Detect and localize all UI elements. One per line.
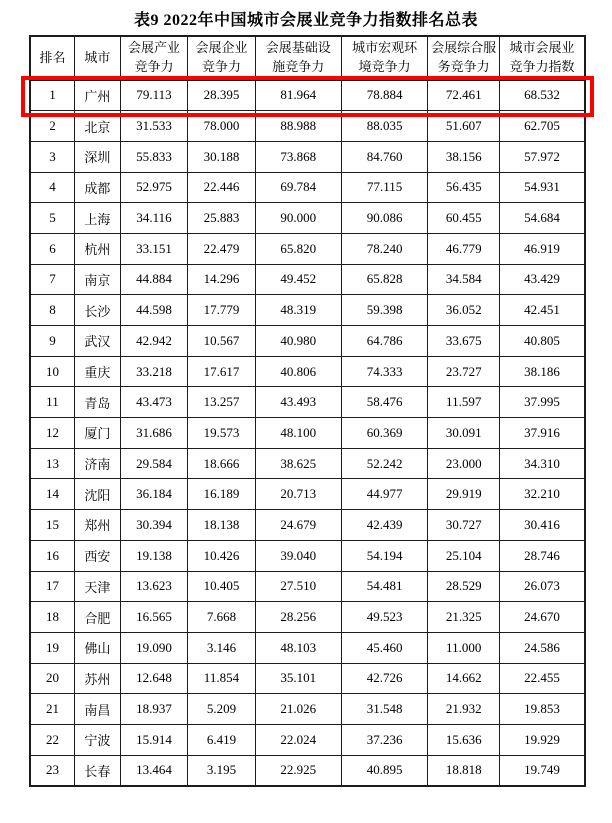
value-cell: 16.565 [120,602,187,633]
value-cell: 13.257 [188,387,256,418]
rank-cell: 10 [30,356,74,387]
city-cell: 杭州 [74,233,120,264]
index-cell: 62.705 [499,111,585,142]
value-cell: 27.510 [255,571,341,602]
value-cell: 42.726 [341,663,428,694]
value-cell: 10.567 [188,326,256,357]
value-cell: 28.529 [428,571,500,602]
value-cell: 90.086 [341,203,428,234]
table-row [30,724,585,755]
index-cell: 68.532 [499,80,585,111]
column-header-4: 会展基础设 施竞争力 [255,36,341,80]
value-cell: 46.779 [428,233,500,264]
value-cell: 21.026 [255,694,341,725]
value-cell: 88.988 [255,111,341,142]
table-row [30,264,585,295]
value-cell: 34.584 [428,264,500,295]
value-cell: 72.461 [428,80,500,111]
value-cell: 77.115 [341,172,428,203]
value-cell: 18.937 [120,694,187,725]
value-cell: 20.713 [255,479,341,510]
table-row [30,571,585,602]
value-cell: 52.975 [120,172,187,203]
value-cell: 65.820 [255,233,341,264]
rank-cell: 5 [30,203,74,234]
value-cell: 5.209 [188,694,256,725]
index-cell: 19.929 [499,724,585,755]
rank-cell: 20 [30,663,74,694]
table-row [30,141,585,172]
table-row [30,326,585,357]
city-cell: 西安 [74,540,120,571]
value-cell: 16.189 [188,479,256,510]
value-cell: 30.091 [428,418,500,449]
value-cell: 3.195 [188,755,256,786]
value-cell: 29.584 [120,448,187,479]
value-cell: 84.760 [341,141,428,172]
value-cell: 15.636 [428,724,500,755]
value-cell: 11.854 [188,663,256,694]
value-cell: 42.439 [341,510,428,541]
value-cell: 55.833 [120,141,187,172]
index-cell: 22.455 [499,663,585,694]
city-cell: 长沙 [74,295,120,326]
rank-cell: 8 [30,295,74,326]
value-cell: 22.446 [188,172,256,203]
table-row [30,755,585,786]
rank-cell: 15 [30,510,74,541]
city-cell: 南昌 [74,694,120,725]
index-cell: 28.746 [499,540,585,571]
column-header-5: 城市宏观环 境竞争力 [341,36,428,80]
value-cell: 7.668 [188,602,256,633]
city-cell: 苏州 [74,663,120,694]
column-header-6: 会展综合服 务竞争力 [428,36,500,80]
rank-cell: 3 [30,141,74,172]
value-cell: 31.533 [120,111,187,142]
index-cell: 54.684 [499,203,585,234]
index-cell: 34.310 [499,448,585,479]
table-row [30,356,585,387]
city-cell: 郑州 [74,510,120,541]
value-cell: 43.473 [120,387,187,418]
value-cell: 36.052 [428,295,500,326]
value-cell: 81.964 [255,80,341,111]
index-cell: 43.429 [499,264,585,295]
value-cell: 18.666 [188,448,256,479]
value-cell: 15.914 [120,724,187,755]
index-cell: 38.186 [499,356,585,387]
value-cell: 12.648 [120,663,187,694]
value-cell: 13.464 [120,755,187,786]
value-cell: 40.806 [255,356,341,387]
value-cell: 28.395 [188,80,256,111]
rank-cell: 23 [30,755,74,786]
value-cell: 23.000 [428,448,500,479]
value-cell: 40.895 [341,755,428,786]
value-cell: 44.884 [120,264,187,295]
value-cell: 78.000 [188,111,256,142]
value-cell: 23.727 [428,356,500,387]
value-cell: 34.116 [120,203,187,234]
value-cell: 37.236 [341,724,428,755]
table-row [30,602,585,633]
rank-cell: 11 [30,387,74,418]
value-cell: 39.040 [255,540,341,571]
index-cell: 42.451 [499,295,585,326]
table-row [30,632,585,663]
city-cell: 佛山 [74,632,120,663]
city-cell: 南京 [74,264,120,295]
city-cell: 宁波 [74,724,120,755]
value-cell: 48.319 [255,295,341,326]
value-cell: 19.573 [188,418,256,449]
index-cell: 57.972 [499,141,585,172]
rank-cell: 2 [30,111,74,142]
city-cell: 武汉 [74,326,120,357]
value-cell: 22.024 [255,724,341,755]
value-cell: 29.919 [428,479,500,510]
value-cell: 49.452 [255,264,341,295]
city-cell: 重庆 [74,356,120,387]
table-row [30,510,585,541]
table-row [30,479,585,510]
value-cell: 13.623 [120,571,187,602]
value-cell: 30.727 [428,510,500,541]
city-cell: 沈阳 [74,479,120,510]
value-cell: 18.818 [428,755,500,786]
value-cell: 51.607 [428,111,500,142]
value-cell: 42.942 [120,326,187,357]
ranking-table [29,35,586,787]
value-cell: 44.598 [120,295,187,326]
index-cell: 30.416 [499,510,585,541]
rank-cell: 21 [30,694,74,725]
value-cell: 6.419 [188,724,256,755]
city-cell: 北京 [74,111,120,142]
value-cell: 19.090 [120,632,187,663]
value-cell: 35.101 [255,663,341,694]
column-header-2: 会展产业 竞争力 [120,36,187,80]
column-header-3: 会展企业 竞争力 [188,36,256,80]
header-row [30,36,585,80]
value-cell: 14.296 [188,264,256,295]
value-cell: 60.369 [341,418,428,449]
table-row [30,694,585,725]
value-cell: 73.868 [255,141,341,172]
value-cell: 17.617 [188,356,256,387]
value-cell: 31.548 [341,694,428,725]
rank-cell: 13 [30,448,74,479]
table-row-highlighted [30,80,585,111]
index-cell: 24.586 [499,632,585,663]
column-header-7: 城市会展业 竞争力指数 [499,36,585,80]
value-cell: 78.884 [341,80,428,111]
value-cell: 48.100 [255,418,341,449]
city-cell: 成都 [74,172,120,203]
value-cell: 30.188 [188,141,256,172]
value-cell: 22.925 [255,755,341,786]
index-cell: 37.916 [499,418,585,449]
table-row [30,172,585,203]
value-cell: 79.113 [120,80,187,111]
rank-cell: 9 [30,326,74,357]
value-cell: 10.426 [188,540,256,571]
value-cell: 25.104 [428,540,500,571]
value-cell: 10.405 [188,571,256,602]
table-title: 表9 2022年中国城市会展业竞争力指数排名总表 [133,12,478,29]
value-cell: 60.455 [428,203,500,234]
value-cell: 64.786 [341,326,428,357]
value-cell: 21.325 [428,602,500,633]
rank-cell: 4 [30,172,74,203]
value-cell: 43.493 [255,387,341,418]
rank-cell: 12 [30,418,74,449]
table-row [30,448,585,479]
rank-cell: 7 [30,264,74,295]
index-cell: 40.805 [499,326,585,357]
value-cell: 11.597 [428,387,500,418]
table-row [30,418,585,449]
value-cell: 21.932 [428,694,500,725]
value-cell: 69.784 [255,172,341,203]
value-cell: 19.138 [120,540,187,571]
value-cell: 22.479 [188,233,256,264]
city-cell: 厦门 [74,418,120,449]
table-row [30,111,585,142]
value-cell: 31.686 [120,418,187,449]
column-header-0: 排名 [30,36,74,80]
value-cell: 74.333 [341,356,428,387]
city-cell: 合肥 [74,602,120,633]
value-cell: 30.394 [120,510,187,541]
value-cell: 65.828 [341,264,428,295]
value-cell: 58.476 [341,387,428,418]
table-body [30,80,585,786]
value-cell: 44.977 [341,479,428,510]
value-cell: 36.184 [120,479,187,510]
city-cell: 天津 [74,571,120,602]
rank-cell: 18 [30,602,74,633]
index-cell: 37.995 [499,387,585,418]
table-row [30,663,585,694]
city-cell: 青岛 [74,387,120,418]
value-cell: 17.779 [188,295,256,326]
index-cell: 26.073 [499,571,585,602]
value-cell: 45.460 [341,632,428,663]
table-row [30,540,585,571]
city-cell: 长春 [74,755,120,786]
table-row [30,387,585,418]
index-cell: 54.931 [499,172,585,203]
value-cell: 14.662 [428,663,500,694]
index-cell: 24.670 [499,602,585,633]
city-cell: 上海 [74,203,120,234]
value-cell: 38.625 [255,448,341,479]
value-cell: 40.980 [255,326,341,357]
rank-cell: 17 [30,571,74,602]
value-cell: 25.883 [188,203,256,234]
city-cell: 广州 [74,80,120,111]
index-cell: 32.210 [499,479,585,510]
rank-cell: 1 [30,80,74,111]
value-cell: 3.146 [188,632,256,663]
value-cell: 56.435 [428,172,500,203]
city-cell: 深圳 [74,141,120,172]
city-cell: 济南 [74,448,120,479]
value-cell: 59.398 [341,295,428,326]
table-row [30,203,585,234]
value-cell: 78.240 [341,233,428,264]
value-cell: 33.218 [120,356,187,387]
column-header-1: 城市 [74,36,120,80]
value-cell: 18.138 [188,510,256,541]
table-row [30,295,585,326]
rank-cell: 16 [30,540,74,571]
value-cell: 88.035 [341,111,428,142]
value-cell: 49.523 [341,602,428,633]
rank-cell: 14 [30,479,74,510]
value-cell: 54.194 [341,540,428,571]
rank-cell: 19 [30,632,74,663]
index-cell: 19.749 [499,755,585,786]
table-row [30,233,585,264]
value-cell: 38.156 [428,141,500,172]
rank-cell: 6 [30,233,74,264]
value-cell: 11.000 [428,632,500,663]
value-cell: 48.103 [255,632,341,663]
value-cell: 24.679 [255,510,341,541]
value-cell: 33.675 [428,326,500,357]
value-cell: 28.256 [255,602,341,633]
value-cell: 52.242 [341,448,428,479]
value-cell: 90.000 [255,203,341,234]
index-cell: 46.919 [499,233,585,264]
value-cell: 54.481 [341,571,428,602]
rank-cell: 22 [30,724,74,755]
table-header [30,36,585,80]
value-cell: 33.151 [120,233,187,264]
index-cell: 19.853 [499,694,585,725]
